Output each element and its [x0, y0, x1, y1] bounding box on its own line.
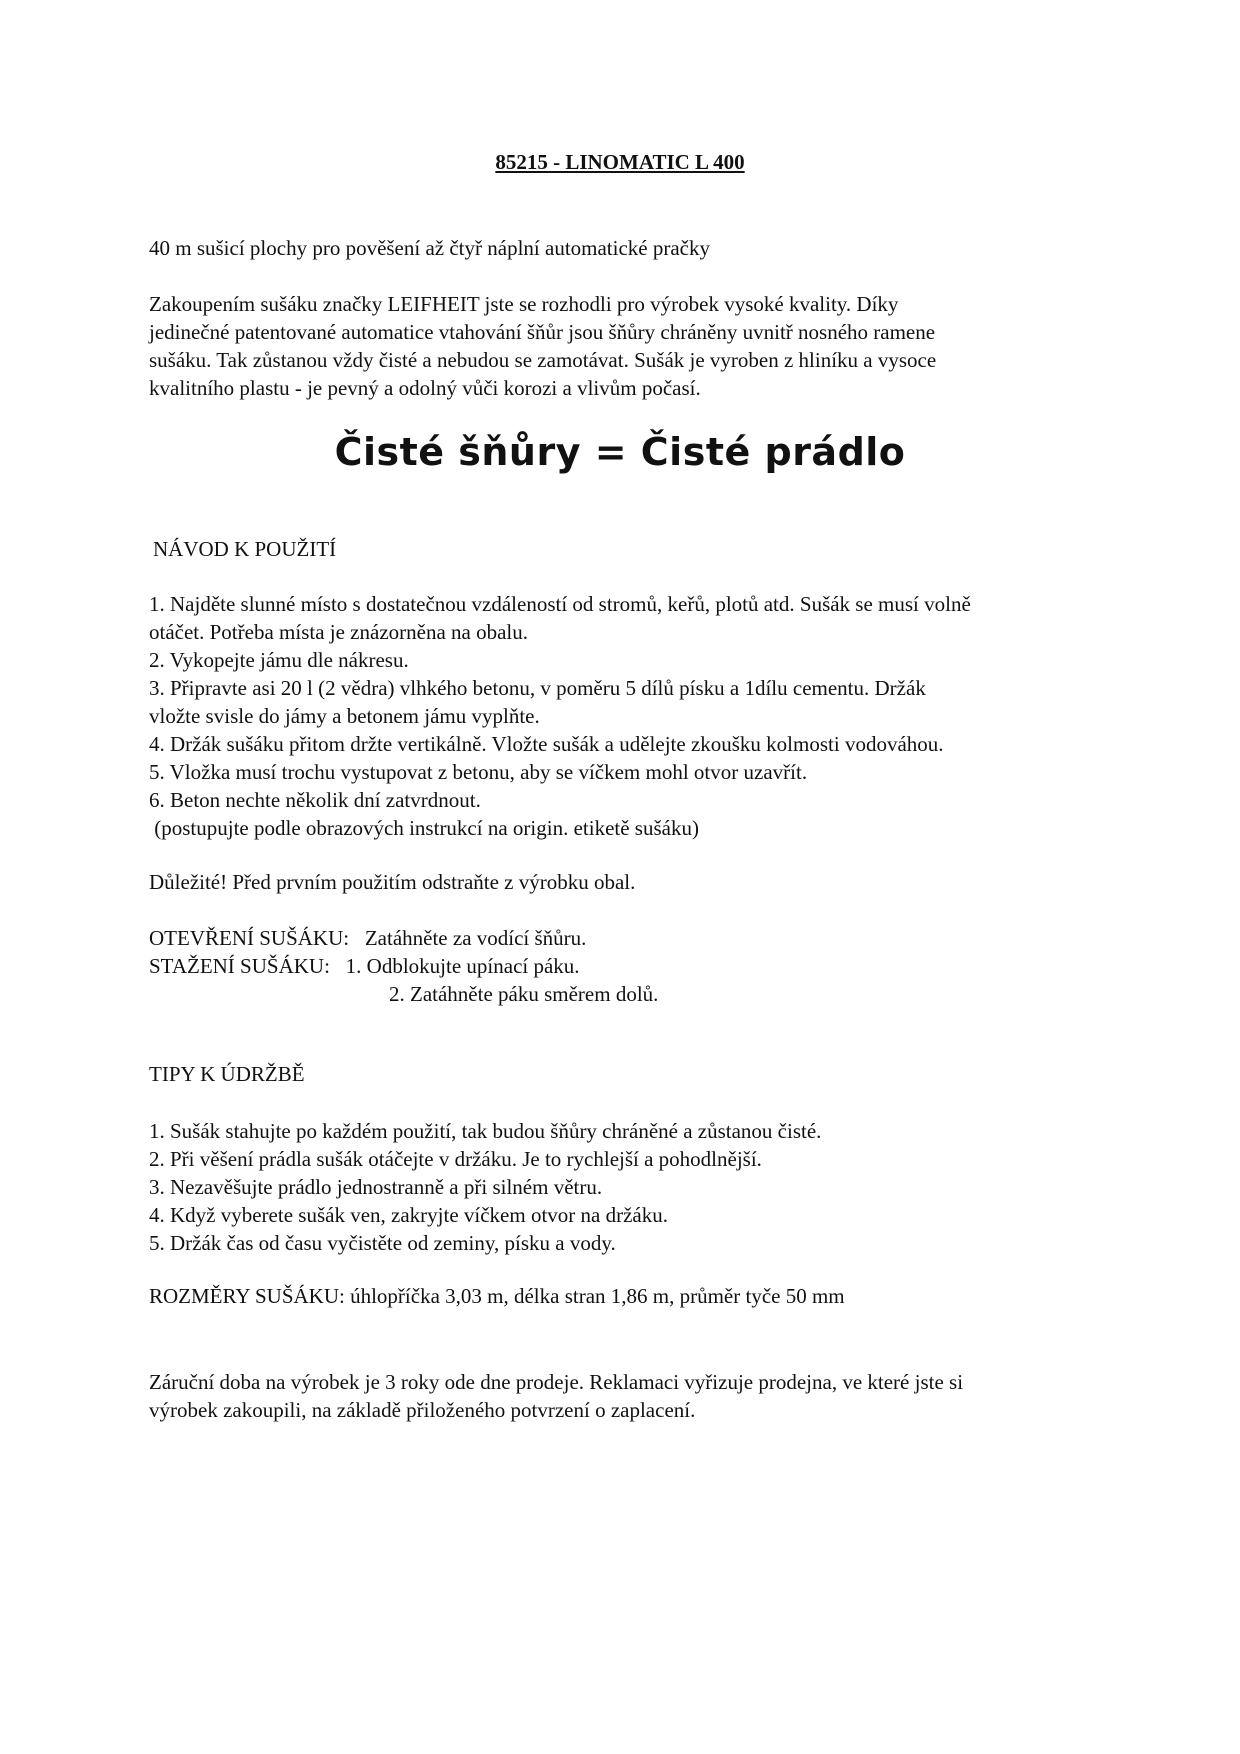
intro-line: Zakoupením sušáku značky LEIFHEIT jste se rozhodli pro výrobek vysoké kvality. Díky — [149, 292, 899, 316]
usage-line: 3. Připravte asi 20 l (2 vědra) vlhkého betonu, v poměru 5 dílů písku a 1dílu cementu. Držák — [149, 676, 926, 700]
usage-line: otáčet. Potřeba místa je znázorněna na obalu. — [149, 620, 529, 644]
intro-line: sušáku. Tak zůstanou vždy čisté a nebudou se zamotávat. Sušák je vyroben z hliníku a vysoce — [149, 348, 937, 372]
usage-line: 5. Vložka musí trochu vystupovat z betonu, aby se víčkem mohl otvor uzavřít. — [149, 760, 808, 784]
usage-instructions — [149, 590, 1109, 842]
operation-section — [149, 924, 1109, 1008]
usage-line: 1. Najděte slunné místo s dostatečnou vzdáleností od stromů, keřů, plotů atd. Sušák se musí volně — [149, 592, 971, 616]
close-row — [149, 952, 1109, 980]
maintenance-item: 4. Když vyberete sušák ven, zakryjte víčkem otvor na držáku. — [149, 1203, 668, 1227]
close-step-2-row — [149, 980, 1109, 1008]
usage-line: 6. Beton nechte několik dní zatvrdnout. — [149, 788, 481, 812]
dimensions-line: ROZMĚRY SUŠÁKU: úhlopříčka 3,03 m, délka stran 1,86 m, průměr tyče 50 mm — [149, 1284, 845, 1308]
close-step-1: 1. Odblokujte upínací páku. — [345, 954, 580, 978]
close-step-2: 2. Zatáhněte páku směrem dolů. — [389, 982, 659, 1006]
maintenance-item: 3. Nezavěšujte prádlo jednostranně a při silném větru. — [149, 1175, 603, 1199]
usage-line: vložte svisle do jámy a betonem jámu vyplňte. — [149, 704, 540, 728]
usage-heading: NÁVOD K POUŽITÍ — [153, 537, 337, 561]
open-row — [149, 924, 1109, 952]
important-note: Důležité! Před prvním použitím odstraňte z výrobku obal. — [149, 870, 636, 894]
warranty-paragraph — [149, 1368, 1109, 1424]
warranty-line: výrobek zakoupili, na základě přiloženého potvrzení o zaplacení. — [149, 1398, 696, 1422]
warranty-line: Záruční doba na výrobek je 3 roky ode dne prodeje. Reklamaci vyřizuje prodejna, ve které jste si — [149, 1370, 964, 1394]
document-title: 85215 - LINOMATIC L 400 — [495, 150, 745, 174]
open-label: OTEVŘENÍ SUŠÁKU: — [149, 926, 350, 950]
usage-line: (postupujte podle obrazových instrukcí na origin. etiketě sušáku) — [149, 816, 699, 840]
open-text: Zatáhněte za vodící šňůru. — [364, 926, 587, 950]
maintenance-heading: TIPY K ÚDRŽBĚ — [149, 1062, 305, 1086]
maintenance-item: 2. Při věšení prádla sušák otáčejte v držáku. Je to rychlejší a pohodlnější. — [149, 1147, 762, 1171]
maintenance-item: 5. Držák čas od času vyčistěte od zeminy, písku a vody. — [149, 1231, 616, 1255]
intro-line: kvalitního plastu - je pevný a odolný vůči korozi a vlivům počasí. — [149, 376, 701, 400]
intro-paragraph — [149, 290, 1109, 402]
maintenance-list — [149, 1117, 1109, 1257]
slogan-heading: Čisté šňůry = Čisté prádlo — [334, 430, 906, 474]
intro-line: jedinečné patentované automatice vtahování šňůr jsou šňůry chráněny uvnitř nosného ramene — [149, 320, 936, 344]
close-label: STAŽENÍ SUŠÁKU: — [149, 954, 330, 978]
subtitle: 40 m sušicí plochy pro pověšení až čtyř náplní automatické pračky — [149, 236, 711, 260]
usage-line: 4. Držák sušáku přitom držte vertikálně. Vložte sušák a udělejte zkoušku kolmosti vodováhou. — [149, 732, 944, 756]
usage-line: 2. Vykopejte jámu dle nákresu. — [149, 648, 409, 672]
maintenance-item: 1. Sušák stahujte po každém použití, tak budou šňůry chráněné a zůstanou čisté. — [149, 1119, 822, 1143]
